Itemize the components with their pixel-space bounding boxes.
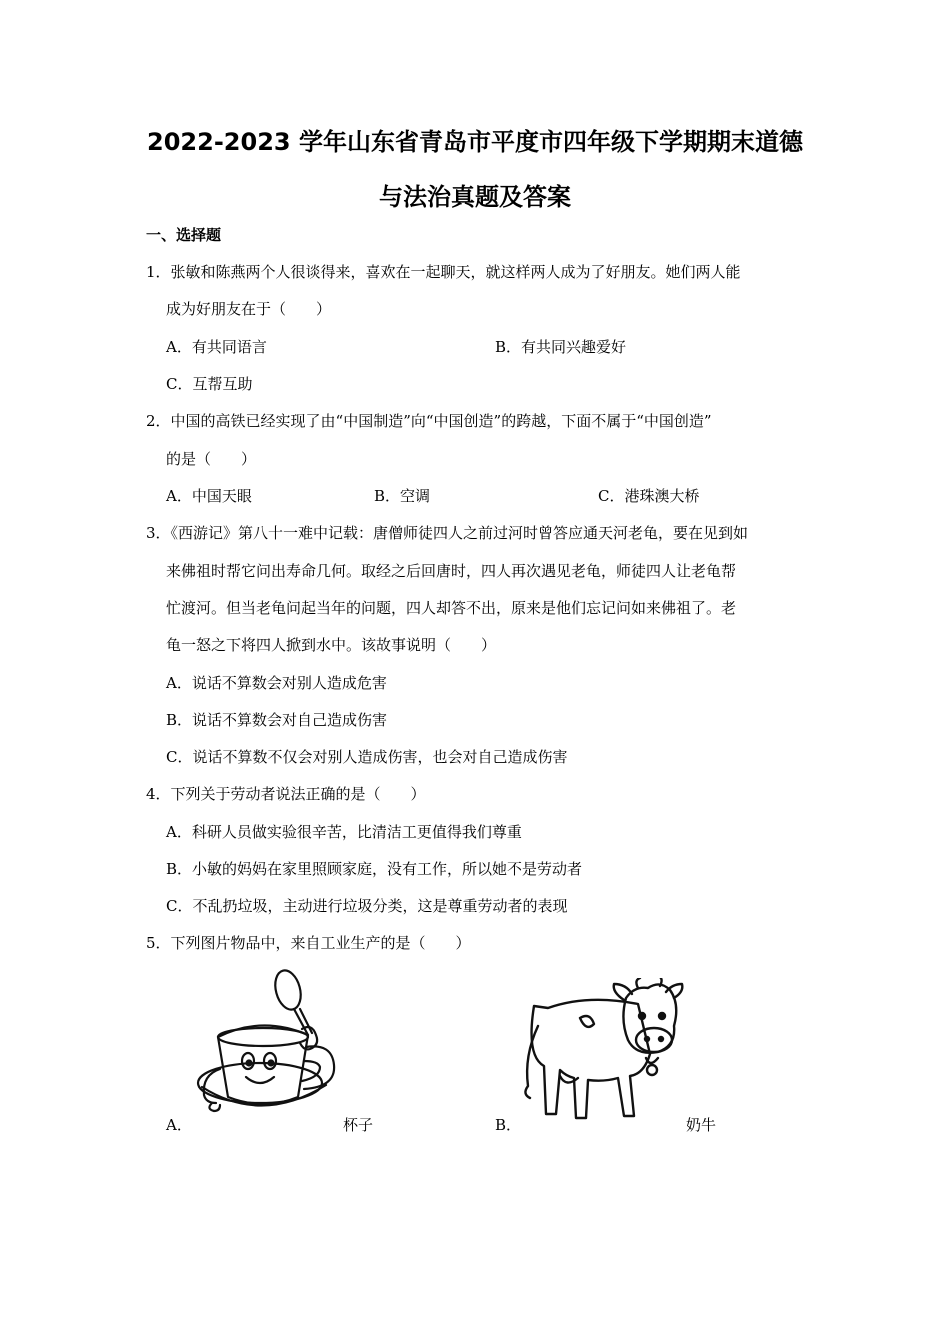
question-2-text: 2．中国的高铁已经实现了由“中国制造”向“中国创造”的跨越，下面不属于“中国创造”	[146, 412, 712, 430]
section-heading: 一、选择题	[146, 226, 222, 244]
question-3-option-b: B．说话不算数会对自己造成伤害	[166, 711, 388, 729]
question-5-option-a-label: 杯子	[343, 1116, 374, 1134]
question-1-option-a: A．有共同语言	[166, 338, 267, 356]
question-4-option-c: C．不乱扔垃圾，主动进行垃圾分类，这是尊重劳动者的表现	[166, 897, 568, 915]
question-1-text-cont: 成为好朋友在于（ ）	[166, 300, 332, 318]
question-3-text-cont: 来佛祖时帮它问出寿命几何。取经之后回唐时，四人再次遇见老龟，师徒四人让老龟帮	[166, 562, 737, 580]
question-2-option-c: C．港珠澳大桥	[598, 487, 700, 505]
page-title-line2: 与法治真题及答案	[379, 183, 571, 211]
question-3-option-c: C．说话不算数不仅会对别人造成伤害，也会对自己造成伤害	[166, 748, 568, 766]
question-1-option-b: B．有共同兴趣爱好	[495, 338, 627, 356]
question-1-text: 1．张敏和陈燕两个人很谈得来，喜欢在一起聊天，就这样两人成为了好朋友。她们两人能	[146, 263, 741, 281]
question-2-text-cont: 的是（ ）	[166, 450, 257, 468]
cup-icon	[190, 965, 345, 1130]
question-3-text-cont: 忙渡河。但当老龟问起当年的问题，四人却答不出，原来是他们忘记问如来佛祖了。老	[166, 599, 737, 617]
question-3-text-cont: 龟一怒之下将四人掀到水中。该故事说明（ ）	[166, 636, 497, 654]
question-2-option-b: B．空调	[374, 487, 431, 505]
question-2-option-a: A．中国天眼	[166, 487, 252, 505]
question-3-option-a: A．说话不算数会对别人造成危害	[166, 674, 387, 692]
question-1-option-c: C．互帮互助	[166, 375, 253, 393]
question-3-text: 3．《西游记》第八十一难中记载：唐僧师徒四人之前过河时曾答应通天河老龟，要在见到如	[146, 524, 749, 542]
question-4-option-a: A．科研人员做实验很辛苦，比清洁工更值得我们尊重	[166, 823, 522, 841]
question-4-text: 4．下列关于劳动者说法正确的是（ ）	[146, 785, 426, 803]
question-5-option-b-letter: B．	[495, 1116, 522, 1134]
page-title: 2022-2023 学年山东省青岛市平度市四年级下学期期末道德	[147, 128, 803, 156]
cow-icon	[520, 978, 685, 1128]
question-5-option-a-letter: A．	[166, 1116, 192, 1134]
question-5-text: 5．下列图片物品中，来自工业生产的是（ ）	[146, 934, 471, 952]
question-5-option-b-label: 奶牛	[686, 1116, 717, 1134]
question-4-option-b: B．小敏的妈妈在家里照顾家庭，没有工作，所以她不是劳动者	[166, 860, 583, 878]
